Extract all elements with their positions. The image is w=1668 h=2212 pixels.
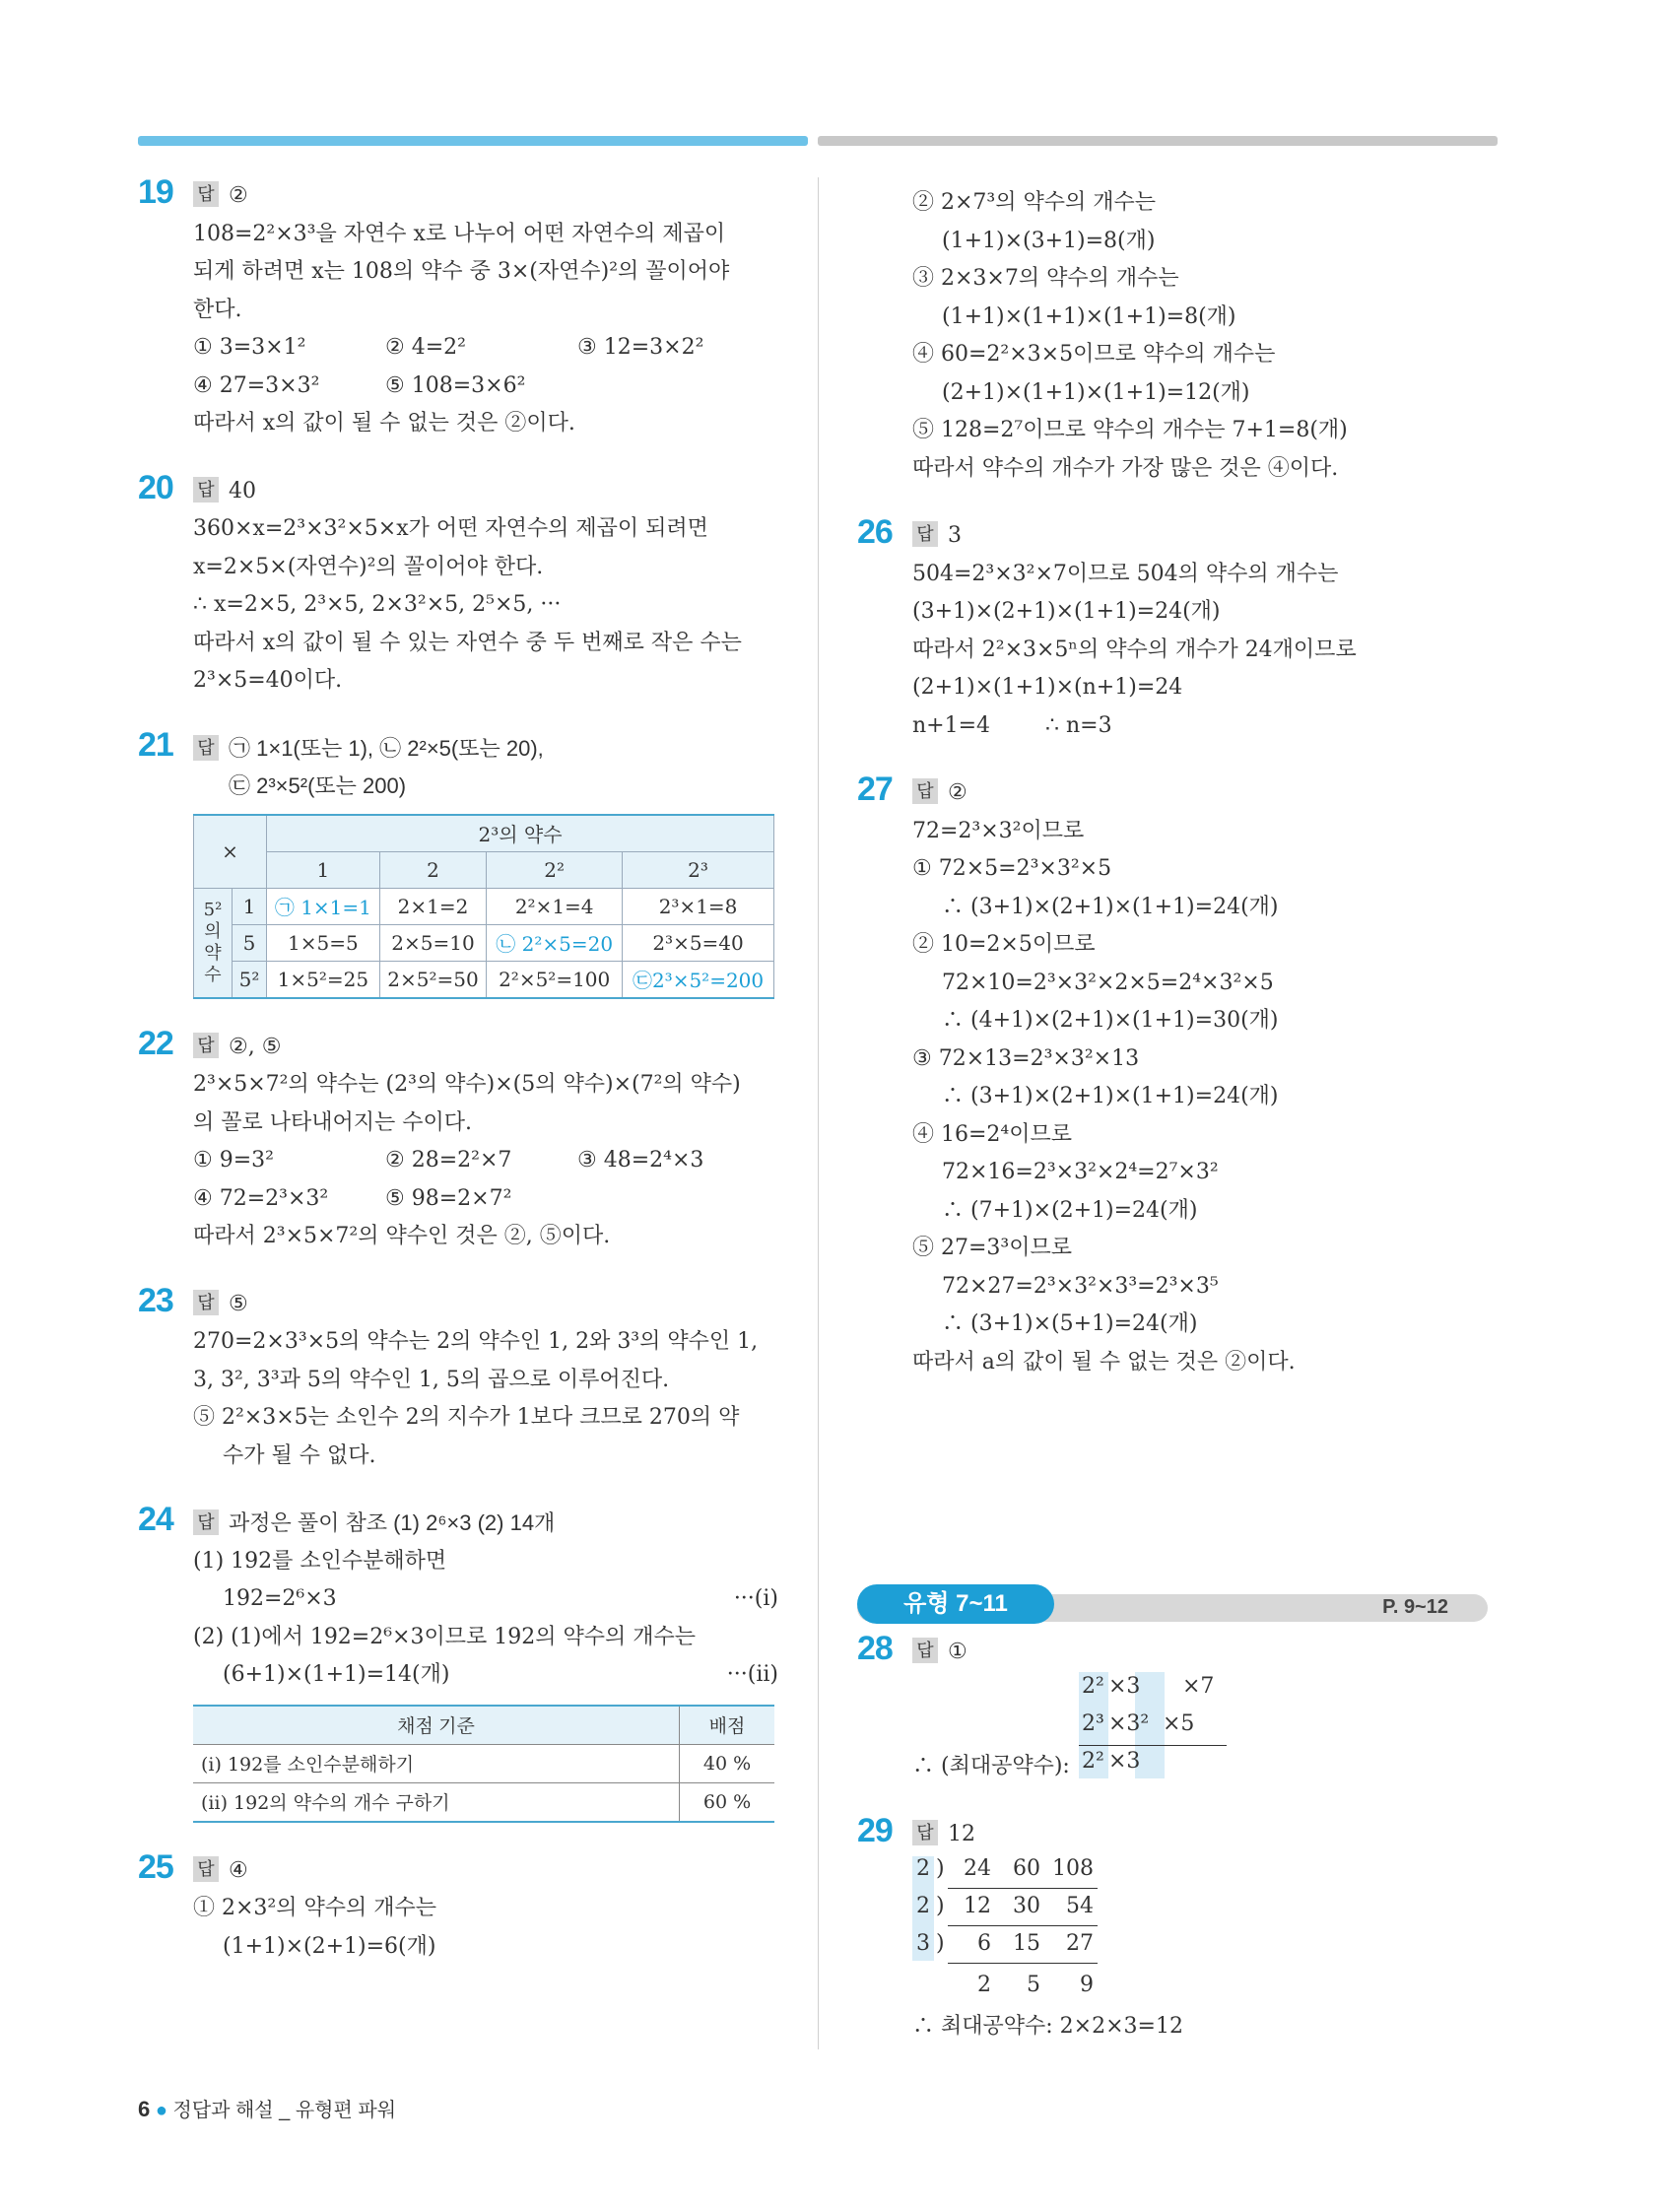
text-line: 2³×5×7²의 약수는 (2³의 약수)×(5의 약수)×(7²의 약수): [193, 1072, 741, 1097]
quotient: 15: [1013, 1930, 1040, 1956]
rule-line: [948, 1963, 1098, 1964]
text-line: ② 2×7³의 약수의 개수는: [912, 190, 1156, 215]
problem-27: [857, 771, 1488, 1381]
text-line: (1+1)×(2+1)=6(개): [223, 1933, 436, 1959]
answer-value: ②: [948, 780, 967, 805]
text-line: 3, 3², 3³과 5의 약수인 1, 5의 곱으로 이루어진다.: [193, 1367, 670, 1392]
bracket: ): [936, 1893, 945, 1918]
section-header: [857, 1584, 1488, 1624]
table-cell: (ⅰ) 192를 소인수분해하기: [193, 1744, 680, 1782]
table-cell: 2×5=10: [379, 924, 487, 961]
header-bar-right: [818, 136, 1498, 146]
answer-line: [193, 1505, 778, 1543]
factor: 2³: [1082, 1710, 1104, 1736]
ladder-division: [857, 1854, 1488, 1973]
problem-25: [138, 1847, 778, 1967]
col-header: 2: [379, 851, 487, 888]
row-group-header: 5²의 약수: [194, 888, 233, 998]
column-divider: [818, 177, 819, 2049]
text-line: ∴ x=2×5, 2³×5, 2×3²×5, 2⁵×5, ···: [193, 592, 562, 617]
answer-label: 답: [193, 1856, 219, 1882]
problem-19: [138, 173, 778, 443]
quotient: 54: [1066, 1893, 1094, 1918]
answer-label: 답: [912, 521, 938, 547]
problem-number: 27: [857, 771, 893, 808]
text-line: 360×x=2³×3²×5×x가 어떤 자연수의 제곱이 되려면: [193, 516, 708, 541]
equation: (6+1)×(1+1)=14(개): [223, 1662, 450, 1687]
table-cell: 60 %: [680, 1782, 775, 1822]
answer-label: 답: [193, 181, 219, 207]
option: ④ 27=3×3²: [193, 372, 320, 398]
option: ⑤ 108=3×6²: [385, 372, 526, 398]
text-line: 따라서 x의 값이 될 수 있는 자연수 중 두 번째로 작은 수는: [193, 630, 742, 655]
text-line: ∴ (7+1)×(2+1)=24(개): [942, 1197, 1198, 1223]
text-line: (1) 192를 소인수분해하면: [193, 1548, 447, 1574]
quotient: 24: [964, 1855, 991, 1881]
option: ③ 12=3×2²: [577, 335, 704, 360]
table-corner: ×: [194, 815, 267, 889]
text-line: ⑤ 2²×3×5는 소인수 2의 지수가 1보다 크므로 270의 약: [193, 1405, 740, 1430]
text-line: ∴ (4+1)×(2+1)×(1+1)=30(개): [942, 1008, 1279, 1033]
table-cell: ㉢2³×5²=200: [623, 961, 774, 998]
bracket: ): [936, 1930, 945, 1956]
answer-value: ㉢ 2³×5²(또는 200): [229, 773, 407, 798]
table-cell: 2³×1=8: [623, 888, 774, 924]
left-column: [138, 173, 778, 1966]
remainder: 5: [1027, 1972, 1040, 1997]
problem-number: 26: [857, 513, 893, 551]
problem-number: 29: [857, 1812, 893, 1849]
option: ③ 48=2⁴×3: [577, 1148, 704, 1173]
table-header: 채점 기준: [193, 1706, 680, 1745]
text-line: ② 10=2×5이므로: [912, 932, 1096, 957]
problem-number: 25: [138, 1847, 173, 1886]
problem-20: [138, 468, 778, 701]
option: ② 28=2²×7: [385, 1148, 512, 1173]
footer-title: 정답과 해설 _ 유형편 파워: [172, 2100, 397, 2121]
problem-number: 19: [138, 173, 173, 211]
text-line: x=2×5×(자연수)²의 꼴이어야 한다.: [193, 554, 544, 579]
rule-line: [948, 1925, 1098, 1926]
answer-value: 3: [948, 523, 962, 548]
conclusion: 따라서 a의 값이 될 수 없는 것은 ②이다.: [912, 1349, 1296, 1374]
grading-table: [193, 1705, 774, 1823]
text-line: ⑤ 27=3³이므로: [912, 1236, 1072, 1260]
problem-number: 28: [857, 1630, 893, 1667]
header-bar-left: [138, 136, 808, 146]
problem-26: [857, 513, 1488, 745]
rule-line: [948, 1888, 1098, 1889]
factor: 2²: [1082, 1748, 1104, 1774]
text-line: ③ 2×3×7의 약수의 개수는: [912, 266, 1179, 291]
problem-number: 21: [138, 725, 173, 764]
factor: ×3: [1108, 1673, 1141, 1699]
answer-line: [912, 517, 1488, 556]
page-footer: [138, 2094, 396, 2122]
answer-value: ②: [229, 183, 248, 208]
rule-line: [1079, 1745, 1227, 1746]
table-cell: 2×5²=50: [379, 961, 487, 998]
answer-label: 답: [193, 1509, 219, 1535]
problem-29: [857, 1812, 1488, 2045]
section-page-ref: P. 9~12: [1382, 1596, 1448, 1618]
text-line: 따라서 2²×3×5ⁿ의 약수의 개수가 24개이므로: [912, 637, 1357, 662]
answer-value: ⑤: [229, 1291, 248, 1316]
text-line: [193, 1580, 778, 1619]
problem-number: 22: [138, 1024, 173, 1062]
quotient: 12: [964, 1893, 991, 1918]
table-header: 배점: [680, 1706, 775, 1745]
text-line: (1+1)×(1+1)×(1+1)=8(개): [942, 303, 1236, 329]
quotient: 27: [1066, 1930, 1094, 1956]
text-line: ④ 60=2²×3×5이므로 약수의 개수는: [912, 342, 1276, 367]
answer-line: [193, 473, 778, 511]
answer-value: 과정은 풀이 참조 (1) 2⁶×3 (2) 14개: [229, 1510, 556, 1535]
answer-label: 답: [912, 778, 938, 804]
problem-23: [138, 1281, 778, 1476]
conclusion: 따라서 x의 값이 될 수 없는 것은 ②이다.: [193, 411, 575, 436]
text-line: 504=2³×3²×7이므로 504의 약수의 개수는: [912, 561, 1339, 586]
answer-line: [912, 774, 1488, 813]
quotient: 60: [1013, 1855, 1040, 1881]
text-line: (1+1)×(3+1)=8(개): [942, 228, 1156, 253]
answer-label: 답: [193, 735, 219, 761]
col-header: 1: [267, 851, 380, 888]
text-line: 되게 하려면 x는 108의 약수 중 3×(자연수)²의 꼴이어야: [193, 259, 730, 284]
row-header: 5: [233, 924, 267, 961]
table-cell: 2×1=2: [379, 888, 487, 924]
table-cell: ㉠ 1×1=1: [267, 888, 380, 924]
problem-21: [138, 725, 778, 999]
remainder: 2: [977, 1972, 991, 1997]
col-header: 2²: [487, 851, 623, 888]
remainder: 9: [1080, 1972, 1094, 1997]
answer-line: [912, 1816, 1488, 1854]
answer-line: [193, 177, 778, 216]
step-mark: ···(ⅰ): [733, 1586, 778, 1611]
option: ④ 72=2³×3²: [193, 1185, 329, 1211]
problem-28: [857, 1630, 1488, 1786]
conclusion: 따라서 약수의 개수가 가장 많은 것은 ④이다.: [912, 455, 1339, 481]
step-mark: ···(ⅱ): [726, 1662, 778, 1687]
problem-25-cont: [857, 184, 1488, 488]
table-cell: 2²×5²=100: [487, 961, 623, 998]
page-number: 6: [138, 2097, 151, 2121]
option: ⑤ 98=2×7²: [385, 1185, 512, 1211]
text-line: 72×27=2³×3²×3³=2³×3⁵: [942, 1273, 1219, 1299]
row-header: 1: [233, 888, 267, 924]
answer-value: ①: [948, 1640, 967, 1664]
answer-value: 12: [948, 1822, 975, 1846]
answer-label: 답: [912, 1638, 938, 1663]
text-line: (2+1)×(1+1)×(1+1)=12(개): [942, 379, 1250, 405]
table-cell: 1×5=5: [267, 924, 380, 961]
answer-value: ㉠ 1×1(또는 1), ㉡ 2²×5(또는 20),: [229, 735, 544, 761]
table-header: 2³의 약수: [267, 815, 774, 852]
divisor: 3: [916, 1930, 930, 1956]
answer-label: 답: [193, 1290, 219, 1315]
text-line: 72×16=2³×3²×2⁴=2⁷×3²: [942, 1160, 1219, 1184]
factor: ×3²: [1108, 1710, 1150, 1736]
text-line: ③ 72×13=2³×3²×13: [912, 1045, 1140, 1071]
problem-24: [138, 1501, 778, 1823]
text-line: ∴ (3+1)×(5+1)=24(개): [942, 1311, 1198, 1336]
answer-line: [193, 1029, 778, 1067]
option-row: [193, 329, 778, 368]
quotient: 6: [977, 1930, 991, 1956]
answer-line: [912, 1634, 1488, 1672]
equation: 192=2⁶×3: [223, 1586, 337, 1611]
problem-number: 23: [138, 1281, 173, 1319]
section-label: 유형 7~11: [857, 1584, 1054, 1624]
text-line: 의 꼴로 나타내어지는 수이다.: [193, 1109, 472, 1135]
text-line: [193, 1656, 778, 1695]
option: ① 9=3²: [193, 1148, 274, 1173]
answer-value: 40: [229, 478, 256, 503]
table-cell: 40 %: [680, 1744, 775, 1782]
table-cell: (ⅱ) 192의 약수의 개수 구하기: [193, 1782, 680, 1822]
right-column: [857, 184, 1488, 1381]
option: ① 3=3×1²: [193, 335, 306, 360]
text-line: n+1=4 ∴ n=3: [912, 712, 1112, 738]
text-line: ∴ (3+1)×(2+1)×(1+1)=24(개): [942, 1084, 1279, 1108]
text-line: ① 2×3²의 약수의 개수는: [193, 1896, 436, 1920]
answer-line: [193, 1286, 778, 1324]
answer-label: 답: [912, 1820, 938, 1845]
factor: 2²: [1082, 1673, 1104, 1699]
text-line: 72=2³×3²이므로: [912, 818, 1085, 843]
text-line: 270=2×3³×5의 약수는 2의 약수인 1, 2와 3³의 약수인 1,: [193, 1329, 759, 1354]
conclusion: 따라서 2³×5×7²의 약수인 것은 ②, ⑤이다.: [193, 1224, 611, 1248]
problem-number: 24: [138, 1501, 173, 1538]
option: ② 4=2²: [385, 335, 466, 360]
answer-value: ②, ⑤: [229, 1034, 282, 1059]
factor: ×5: [1163, 1710, 1195, 1736]
answer-label: 답: [193, 1033, 219, 1058]
text-line: ⑤ 128=2⁷이므로 약수의 개수는 7+1=8(개): [912, 418, 1348, 442]
factor: ×7: [1182, 1673, 1215, 1699]
text-line: ∴ (3+1)×(2+1)×(1+1)=24(개): [942, 894, 1279, 919]
option-row: [193, 1180, 778, 1219]
divisor-table: [193, 814, 774, 999]
text-line: 2³×5=40이다.: [193, 668, 343, 693]
option-row: [193, 368, 778, 406]
ladder-result: [857, 1973, 1488, 2008]
text-line: 108=2²×3³을 자연수 x로 나누어 어떤 자연수의 제곱이: [193, 221, 726, 246]
text-line: 수가 될 수 없다.: [223, 1442, 376, 1468]
answer-line: [193, 1852, 778, 1891]
text-line: (3+1)×(2+1)×(1+1)=24(개): [912, 599, 1221, 624]
factor: ×3: [1108, 1748, 1141, 1774]
text-line: (2) (1)에서 192=2⁶×3이므로 192의 약수의 개수는: [193, 1624, 696, 1649]
problem-22: [138, 1024, 778, 1256]
table-cell: 2³×5=40: [623, 924, 774, 961]
table-cell: 2²×1=4: [487, 888, 623, 924]
bracket: ): [936, 1855, 945, 1881]
problem-number: 20: [138, 468, 173, 506]
answer-line: [193, 730, 778, 769]
text-line: ① 72×5=2³×3²×5: [912, 856, 1112, 881]
text-line: 72×10=2³×3²×2×5=2⁴×3²×5: [942, 970, 1274, 995]
col-header: 2³: [623, 851, 774, 888]
conclusion: ∴ 최대공약수: 2×2×3=12: [912, 2013, 1183, 2039]
quotient: 30: [1013, 1893, 1040, 1918]
quotient: 108: [1052, 1855, 1094, 1881]
option-row: [193, 1142, 778, 1180]
row-header: 5²: [233, 961, 267, 998]
divisor: 2: [916, 1893, 930, 1918]
table-cell: 1×5²=25: [267, 961, 380, 998]
divisor: 2: [916, 1855, 930, 1881]
gcd-label: ∴ (최대공약수):: [912, 1753, 1070, 1778]
table-cell: ㉡ 2²×5=20: [487, 924, 623, 961]
text-line: ④ 16=2⁴이므로: [912, 1121, 1072, 1147]
gcd-work: [857, 1672, 1488, 1786]
answer-value: ④: [229, 1857, 248, 1883]
bullet-icon: ●: [155, 2100, 167, 2121]
answer-label: 답: [193, 477, 219, 503]
text-line: 한다.: [193, 297, 242, 322]
text-line: (2+1)×(1+1)×(n+1)=24: [912, 675, 1183, 700]
